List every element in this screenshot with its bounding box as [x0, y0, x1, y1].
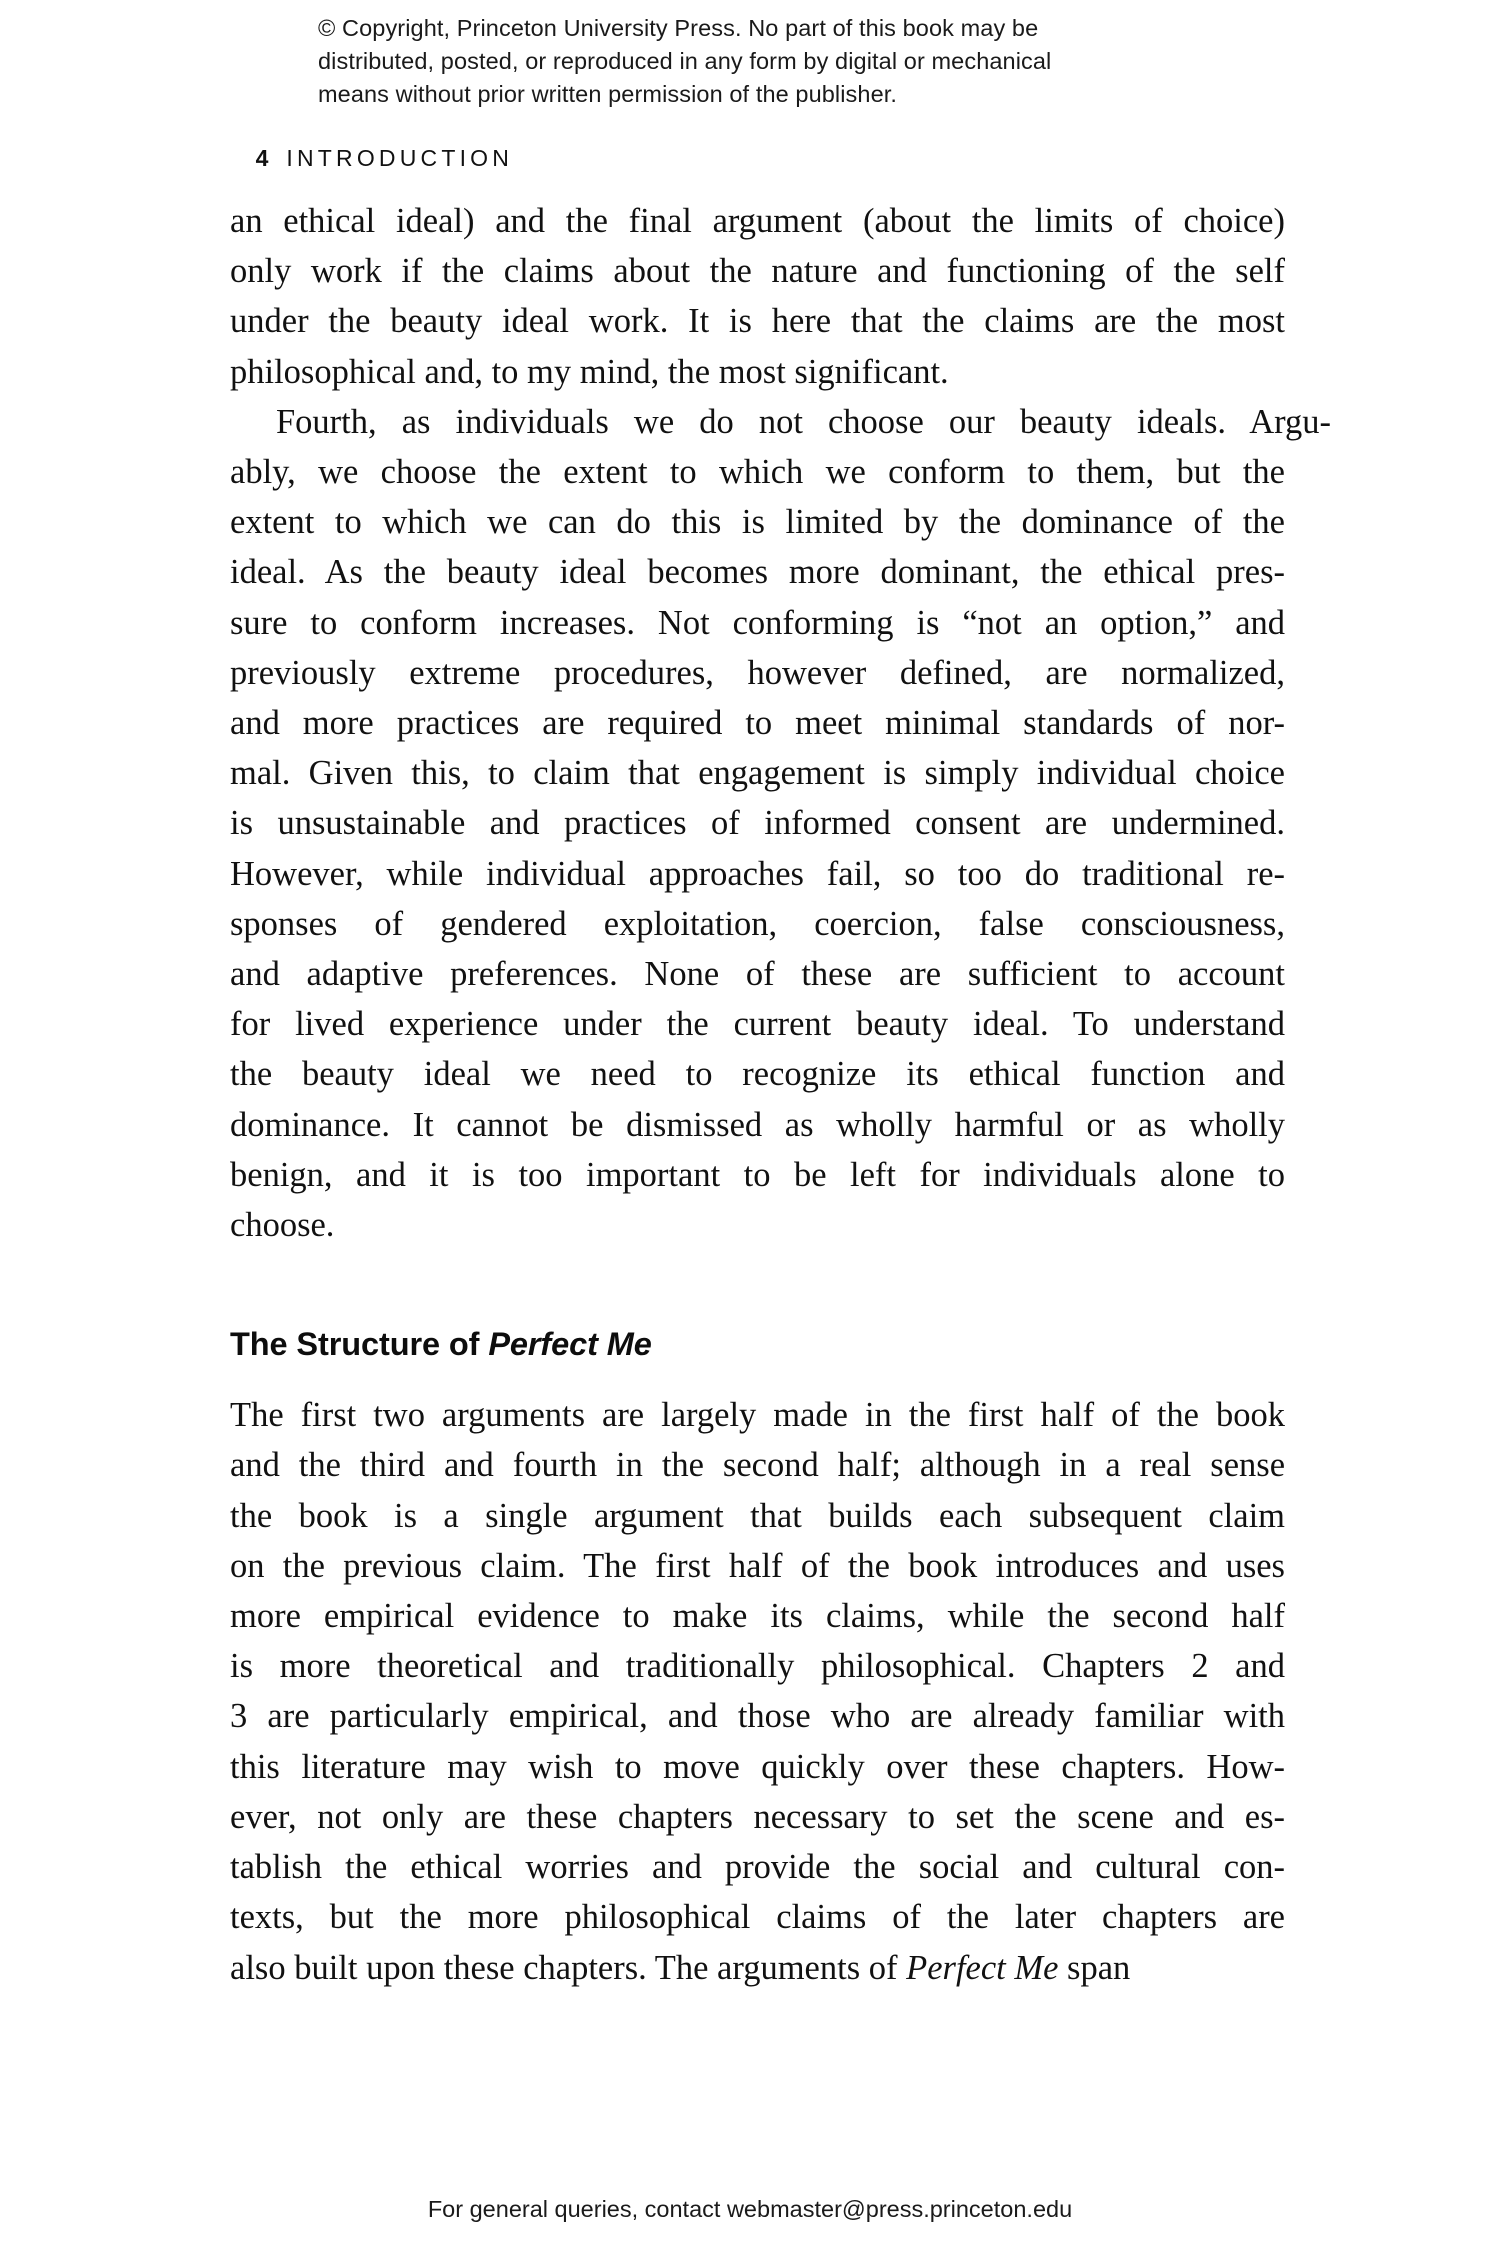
section-heading	[230, 1324, 1285, 1364]
running-head	[230, 118, 513, 199]
paragraph-fourth-argument	[230, 397, 1332, 1250]
text-line: Fourth, as individuals we do not choose our beauty ideals. Argu-	[276, 402, 1332, 441]
text-line: benign, and it is too important to be left for individuals alone to	[230, 1155, 1286, 1194]
text-line: However, while individual approaches fail, so too do traditional re-	[230, 854, 1286, 893]
text-line: choose.	[230, 1206, 335, 1245]
text-line-final	[230, 1943, 1285, 1993]
section-heading-plain: The Structure of	[230, 1326, 489, 1363]
copyright-line-3: means without prior written permission of the publisher.	[318, 81, 898, 107]
text-line: more empirical evidence to make its claims, while the second half	[230, 1597, 1285, 1636]
text-line: dominance. It cannot be dismissed as wholly harmful or as wholly	[230, 1105, 1285, 1144]
final-line-prefix: also built upon these chapters. The arguments of	[230, 1948, 907, 1987]
text-line: sponses of gendered exploitation, coercion, false consciousness,	[230, 904, 1285, 943]
copyright-notice	[318, 12, 1178, 111]
text-line: is more theoretical and traditionally philosophical. Chapters 2 and	[230, 1647, 1285, 1686]
copyright-line-1: © Copyright, Princeton University Press. No part of this book may be	[318, 15, 1039, 41]
paragraph-continuation	[230, 196, 1285, 397]
final-line-book-title: Perfect Me	[906, 1948, 1059, 1987]
text-line: The first two arguments are largely made in the first half of the book	[230, 1396, 1285, 1435]
text-line: 3 are particularly empirical, and those who are already familiar with	[230, 1697, 1285, 1736]
text-line: extent to which we can do this is limited by the dominance of the	[230, 503, 1285, 542]
section-heading-book-title: Perfect Me	[488, 1326, 652, 1363]
heading-spacer-above	[230, 1250, 1285, 1324]
text-line: ever, not only are these chapters necessary to set the scene and es-	[230, 1797, 1285, 1836]
text-line: on the previous claim. The first half of the book introduces and uses	[230, 1546, 1285, 1585]
text-line: the book is a single argument that builds each subsequent claim	[230, 1496, 1285, 1535]
text-line: previously extreme procedures, however defined, are normalized,	[230, 653, 1285, 692]
text-line: the beauty ideal we need to recognize its ethical function and	[230, 1055, 1285, 1094]
text-line: tablish the ethical worries and provide the social and cultural con-	[230, 1848, 1285, 1887]
text-line: mal. Given this, to claim that engagement is simply individual choice	[230, 754, 1285, 793]
page-number: 4	[255, 145, 269, 171]
text-line: and the third and fourth in the second half; although in a real sense	[230, 1446, 1286, 1485]
text-line: and adaptive preferences. None of these are sufficient to account	[230, 955, 1285, 994]
heading-spacer-below	[230, 1364, 1285, 1390]
copyright-line-2: distributed, posted, or reproduced in any form by digital or mechanical	[318, 48, 1052, 74]
paragraph-structure	[230, 1390, 1285, 1992]
text-line: is unsustainable and practices of informed consent are undermined.	[230, 804, 1285, 843]
running-head-title: INTRODUCTION	[286, 145, 514, 171]
footer-contact-line: For general queries, contact webmaster@press.princeton.edu	[427, 2196, 1073, 2222]
text-line: this literature may wish to move quickly over these chapters. How-	[230, 1747, 1285, 1786]
text-line: ably, we choose the extent to which we conform to them, but the	[230, 453, 1285, 492]
text-line: sure to conform increases. Not conforming is “not an option,” and	[230, 603, 1286, 642]
text-column	[230, 196, 1332, 1993]
text-line: philosophical and, to my mind, the most significant.	[230, 352, 949, 391]
text-line: under the beauty ideal work. It is here that the claims are the most	[230, 302, 1285, 341]
text-line: texts, but the more philosophical claims of the later chapters are	[230, 1898, 1285, 1937]
text-line: for lived experience under the current beauty ideal. To understand	[230, 1005, 1285, 1044]
text-line: ideal. As the beauty ideal becomes more dominant, the ethical pres-	[230, 553, 1285, 592]
final-line-suffix: span	[1058, 1948, 1131, 1987]
text-line: only work if the claims about the nature and functioning of the self	[230, 252, 1285, 291]
text-line: and more practices are required to meet minimal standards of nor-	[230, 704, 1285, 743]
text-line: an ethical ideal) and the final argument (about the limits of choice)	[230, 202, 1285, 240]
